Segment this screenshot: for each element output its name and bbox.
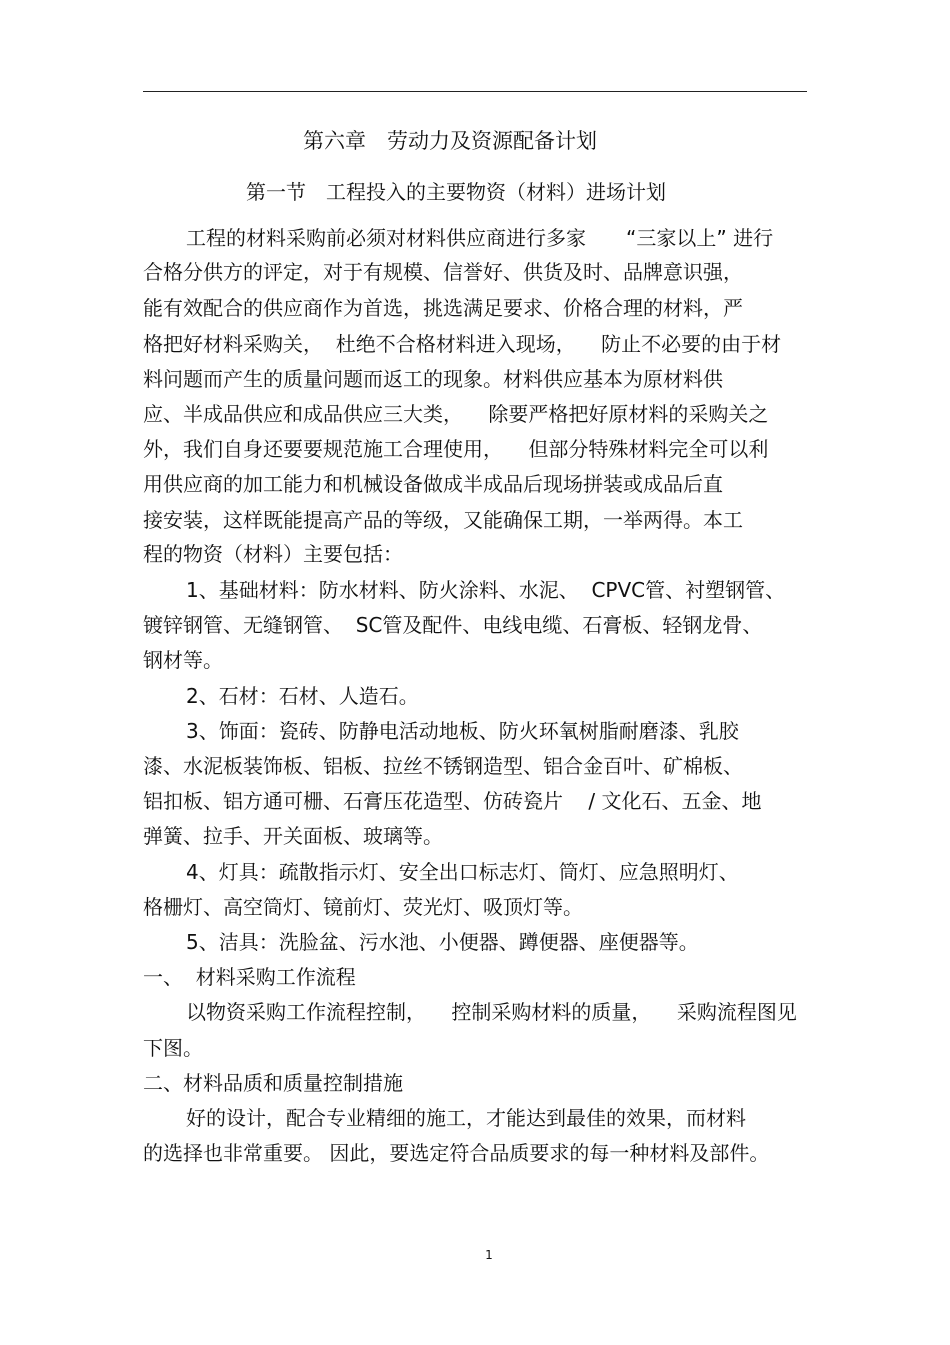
body-line: 用供应商的加工能力和机械设备做成半成品后现场拼装或成品后直 [143,472,723,496]
body-line: 铝扣板、铝方通可栅、石膏压花造型、仿砖瓷片 / 文化石、五金、地 [143,789,762,813]
body-line: 弹簧、拉手、开关面板、玻璃等。 [143,824,443,848]
body-line: 格栅灯、高空筒灯、镜前灯、荧光灯、吸顶灯等。 [143,895,583,919]
body-line: 格把好材料采购关， 杜绝不合格材料进入现场， 防止不必要的由于材 [143,332,782,356]
subheading: 一、 材料采购工作流程 [143,965,356,989]
body-line: 能有效配合的供应商作为首选，挑选满足要求、价格合理的材料，严 [143,296,743,320]
body-line: 合格分供方的评定，对于有规模、信誉好、供货及时、品牌意识强， [143,260,743,284]
list-item: 1、基础材料：防水材料、防火涂料、水泥、 CPVC管、衬塑钢管、 [186,578,786,602]
body-line: 的选择也非常重要。 因此，要选定符合品质要求的每一种材料及部件。 [143,1141,770,1165]
body-line: 好的设计，配合专业精细的施工，才能达到最佳的效果，而材料 [186,1106,746,1130]
list-item: 2、石材：石材、人造石。 [186,684,419,708]
body-line: 钢材等。 [143,648,223,672]
body-line: 料问题而产生的质量问题而返工的现象。材料供应基本为原材料供 [143,367,723,391]
body-line: 接安装，这样既能提高产品的等级，又能确保工期，一举两得。本工 [143,508,743,532]
page-number: 1 [485,1248,493,1262]
chapter-title: 第六章 劳动力及资源配备计划 [303,129,597,153]
subheading: 二、材料品质和质量控制措施 [143,1071,403,1095]
section-title: 第一节 工程投入的主要物资（材料）进场计划 [246,180,666,204]
header-rule [143,91,807,92]
body-line: 程的物资（材料）主要包括： [143,542,403,566]
body-line: 下图。 [143,1036,203,1060]
body-line: 以物资采购工作流程控制， 控制采购材料的质量， 采购流程图见 [186,1000,797,1024]
body-line: 漆、水泥板装饰板、铝板、拉丝不锈钢造型、铝合金百叶、矿棉板、 [143,754,743,778]
body-line: 外，我们自身还要要规范施工合理使用， 但部分特殊材料完全可以利 [143,437,769,461]
body-line: 工程的材料采购前必须对材料供应商进行多家 “三家以上” 进行 [186,226,774,250]
list-item: 3、饰面：瓷砖、防静电活动地板、防火环氧树脂耐磨漆、乳胶 [186,719,739,743]
body-line: 应、半成品供应和成品供应三大类， 除要严格把好原材料的采购关之 [143,402,769,426]
list-item: 4、灯具：疏散指示灯、安全出口标志灯、筒灯、应急照明灯、 [186,860,739,884]
list-item: 5、洁具：洗脸盆、污水池、小便器、蹲便器、座便器等。 [186,930,699,954]
body-line: 镀锌钢管、无缝钢管、 SC管及配件、电线电缆、石膏板、轻钢龙骨、 [143,613,763,637]
